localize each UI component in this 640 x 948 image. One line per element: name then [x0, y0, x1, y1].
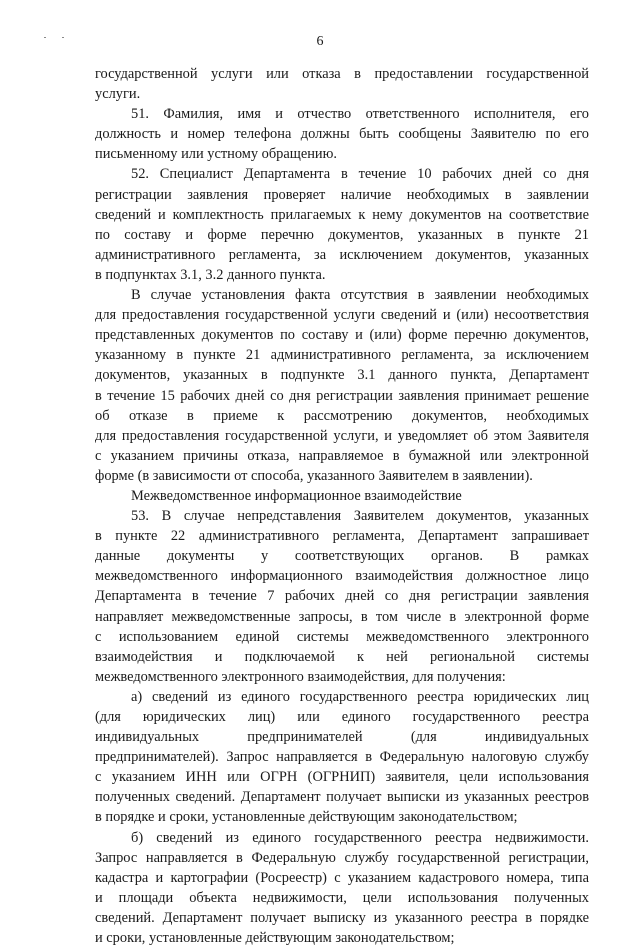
text-line: и сроки, установленные действующим законодательством;: [95, 930, 455, 947]
text-line: по составу и форме перечню документов, указанных в пункте 21: [95, 226, 589, 243]
text-line: в порядке и сроки, установленные действующим законодательством;: [95, 809, 518, 826]
text-line: документов, указанных в подпункте 3.1 данного пункта, Департамент: [95, 367, 589, 384]
text-line: для предоставления государственной услуги сведений и (или) несоответствия: [95, 307, 589, 324]
text-line: услуги.: [95, 86, 141, 103]
text-line: направляет межведомственные запросы, в том числе в электронной форме: [95, 608, 589, 625]
text-line: б) сведений из единого государственного реестра недвижимости.: [131, 829, 589, 846]
text-line: а) сведений из единого государственного реестра юридических лиц: [131, 688, 589, 705]
text-line: с указанием причины отказа, направляемое в бумажной или электронной: [95, 447, 589, 464]
text-line: 51. Фамилия, имя и отчество ответственного исполнителя, его: [131, 106, 589, 123]
text-line: предпринимателей). Запрос направляется в Федеральную налоговую службу: [95, 749, 589, 766]
text-line: в пункте 22 административного регламента, Департамент запрашивает: [95, 528, 589, 545]
text-line: взаимодействия и подключаемой к ней региональной системы: [95, 648, 589, 665]
text-line: В случае установления факта отсутствия в заявлении необходимых: [131, 287, 589, 304]
text-line: данные документы у соответствующих органов. В рамках: [95, 548, 589, 565]
text-line: сведений. Департамент получает выписку из указанного реестра в порядке: [95, 909, 589, 926]
text-line: Запрос направляется в Федеральную службу государственной регистрации,: [95, 849, 589, 866]
text-line: сведений и комплектность прилагаемых к нему документов на соответствие: [95, 206, 589, 223]
text-line: должность и номер телефона должны быть сообщены Заявителю по его: [95, 126, 589, 143]
text-line: с использованием единой системы межведомственного электронного: [95, 628, 589, 645]
text-line: межведомственного электронного взаимодействия, для получения:: [95, 668, 506, 685]
page-number: 6: [316, 34, 324, 49]
text-line: административного регламента, за исключением документов, указанных: [95, 246, 589, 263]
text-line: межведомственного информационного взаимодействия должностное лицо: [95, 568, 589, 585]
text-line: в течение 15 рабочих дней со дня регистрации заявления принимает решение: [95, 387, 589, 404]
text-line: (для юридических лиц) или единого государственного реестра: [95, 709, 589, 725]
text-line: в подпунктах 3.1, 3.2 данного пункта.: [95, 266, 326, 283]
text-line: Межведомственное информационное взаимодействие: [131, 487, 462, 504]
document-body: [95, 64, 589, 948]
text-line: кадастра и картографии (Росреестр) с указанием кадастрового номера, типа: [95, 869, 589, 886]
text-line: регистрации заявления проверяет наличие необходимых в заявлении: [95, 186, 589, 203]
text-line: об отказе в приеме к рассмотрению документов, необходимых: [95, 407, 589, 424]
text-line: форме (в зависимости от способа, указанного Заявителем в заявлении).: [95, 467, 533, 484]
text-line: Департамента в течение 7 рабочих дней со дня регистрации заявления: [95, 588, 589, 605]
text-line: указанному в пункте 21 административного регламента, за исключением: [95, 347, 589, 364]
text-line: 53. В случае непредставления Заявителем документов, указанных: [131, 508, 589, 525]
text-line: и площади объекта недвижимости, цели использования полученных: [95, 889, 589, 906]
text-line: письменному или устному обращению.: [95, 146, 337, 163]
text-line: для предоставления государственной услуги, и уведомляет об этом Заявителя: [95, 427, 589, 444]
text-line: полученных сведений. Департамент получает выписки из указанных реестров: [95, 789, 589, 806]
text-line: с указанием ИНН или ОГРН (ОГРНИП) заявителя, цели использования: [95, 769, 589, 786]
text-line: индивидуальных предпринимателей (для индивидуальных: [95, 729, 589, 746]
text-line: представленных документов по составу и (или) форме перечню документов,: [95, 327, 589, 344]
text-line: 52. Специалист Департамента в течение 10 рабочих дней со дня: [131, 166, 589, 183]
text-line: государственной услуги или отказа в предоставлении государственной: [95, 66, 589, 82]
